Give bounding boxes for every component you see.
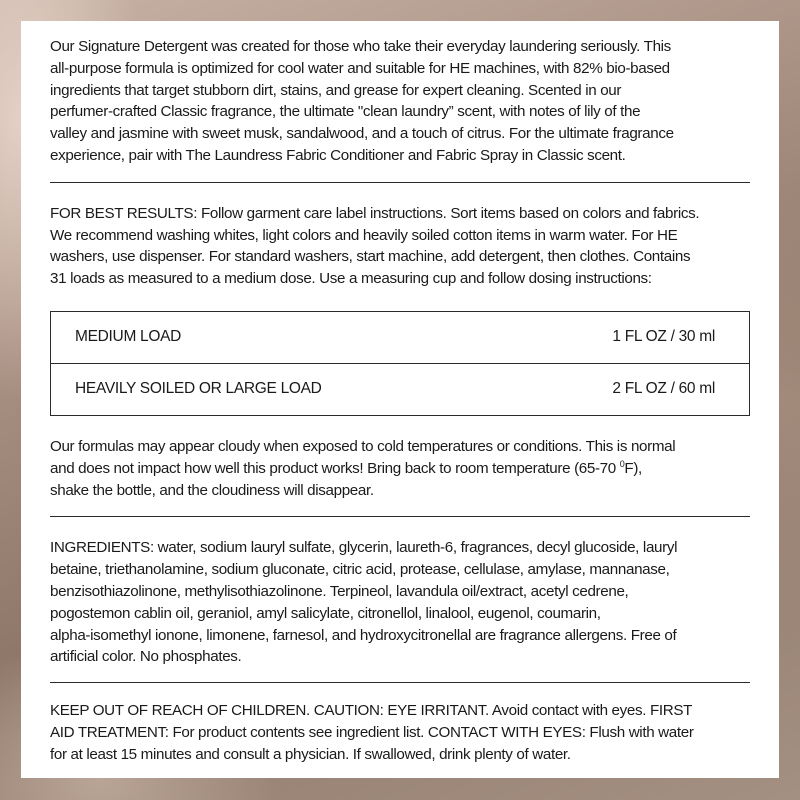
section-divider (50, 182, 750, 183)
text-line: experience, pair with The Laundress Fabric Conditioner and Fabric Spray in Classic scent. (50, 146, 626, 164)
text-line: FOR BEST RESULTS: Follow garment care label instructions. Sort items based on colors and fabrics. (50, 204, 700, 222)
dosing-table (50, 311, 750, 416)
section-divider (50, 516, 750, 517)
text-line: pogostemon cablin oil, geraniol, amyl salicylate, citronellol, linalool, eugenol, coumarin, (50, 604, 601, 622)
text-line: perfumer-crafted Classic fragrance, the ultimate "clean laundry” scent, with notes of lily of the (50, 103, 641, 121)
best-results-instructions (50, 203, 750, 290)
dosing-row-large (51, 363, 749, 415)
text-line: for at least 15 minutes and consult a physician. If swallowed, drink plenty of water. (50, 745, 571, 763)
text-line: alpha-isomethyl ionone, limonene, farnesol, and hydroxycitronellal are fragrance allergens. Free of (50, 626, 677, 644)
text-line: Our formulas may appear cloudy when exposed to cold temperatures or conditions. This is normal (50, 437, 676, 455)
load-size-label: HEAVILY SOILED OR LARGE LOAD (75, 380, 322, 398)
degree-superscript: 0 (619, 458, 625, 469)
text-line: KEEP OUT OF REACH OF CHILDREN. CAUTION: EYE IRRITANT. Avoid contact with eyes. FIRST (50, 702, 693, 720)
text-line: AID TREATMENT: For product contents see ingredient list. CONTACT WITH EYES: Flush with water (50, 723, 694, 741)
load-size-label: MEDIUM LOAD (75, 328, 182, 346)
text-line: 31 loads as measured to a medium dose. Use a measuring cup and follow dosing instructions: (50, 270, 652, 288)
text-line: benzisothiazolinone, methylisothiazolinone. Terpineol, lavandula oil/extract, acetyl cedrene, (50, 582, 629, 600)
text-fragment: F), (624, 459, 642, 477)
text-line: washers, use dispenser. For standard washers, start machine, add detergent, then clothes. Contains (50, 248, 691, 266)
text-line: Our Signature Detergent was created for those who take their everyday laundering seriously. This (50, 38, 671, 55)
text-line: INGREDIENTS: water, sodium lauryl sulfate, glycerin, laureth-6, fragrances, decyl glucoside, lauryl (50, 539, 678, 557)
text-line: shake the bottle, and the cloudiness will disappear. (50, 481, 374, 499)
ingredients-list (50, 537, 750, 668)
text-fragment: and does not impact how well this product works! Bring back to room temperature (65-70 (50, 459, 620, 477)
dose-amount: 2 FL OZ / 60 ml (612, 380, 715, 398)
cloudiness-note (50, 436, 750, 501)
safety-warning (50, 700, 750, 765)
text-line: all-purpose formula is optimized for cool water and suitable for HE machines, with 82% bio-based (50, 59, 670, 77)
section-divider (50, 682, 750, 683)
product-description (50, 36, 750, 167)
text-line (50, 458, 750, 480)
dosing-row-medium (51, 312, 749, 363)
text-line: betaine, triethanolamine, sodium gluconate, citric acid, protease, cellulase, amylase, mannanase, (50, 561, 670, 579)
text-line: We recommend washing whites, light colors and heavily soiled cotton items in warm water. For HE (50, 226, 678, 244)
dose-amount: 1 FL OZ / 30 ml (612, 328, 715, 346)
text-line: ingredients that target stubborn dirt, stains, and grease for expert cleaning. Scented in our (50, 81, 622, 99)
text-line: valley and jasmine with sweet musk, sandalwood, and a touch of citrus. For the ultimate fragrance (50, 125, 674, 143)
text-line: artificial color. No phosphates. (50, 648, 242, 666)
product-info-card (21, 21, 779, 778)
